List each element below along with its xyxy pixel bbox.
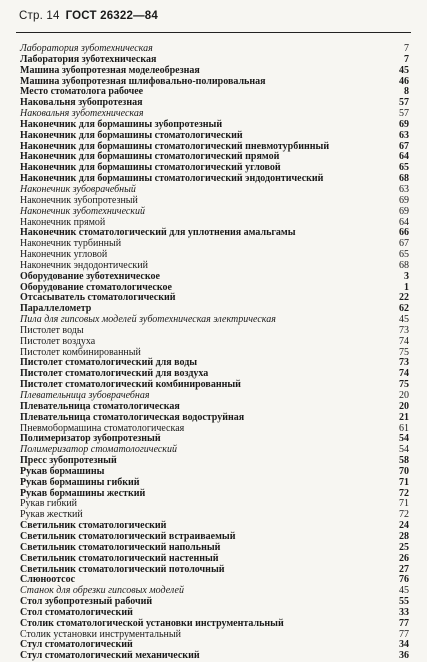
entry-page-number: 70: [399, 465, 409, 477]
index-entry: [20, 131, 409, 142]
index-entry: [20, 478, 409, 489]
entry-term: Плевательница стоматологическая: [20, 400, 180, 412]
entry-term: Светильник стоматологический: [20, 520, 167, 532]
entry-page-number: 27: [399, 563, 409, 575]
entry-term: Рукав жесткий: [20, 509, 83, 521]
entry-page-number: 20: [399, 390, 409, 401]
index-entry: [20, 272, 409, 283]
entry-term: Светильник стоматологический настенный: [20, 552, 219, 564]
entry-page-number: 77: [399, 617, 409, 629]
entry-page-number: 62: [399, 303, 409, 315]
entry-term: Машина зубопротезная шлифовально-полировальная: [20, 75, 266, 87]
entry-term: Наконечник прямой: [20, 216, 106, 228]
entry-page-number: 61: [399, 422, 409, 434]
entry-page-number: 22: [399, 292, 409, 304]
entry-page-number: 72: [399, 509, 409, 521]
entry-page-number: 7: [404, 43, 409, 54]
entry-page-number: 33: [399, 606, 409, 618]
index-entry: [20, 413, 409, 424]
entry-page-number: 74: [399, 335, 409, 347]
entry-page-number: 57: [399, 108, 409, 120]
index-entry: [20, 554, 409, 565]
entry-page-number: 58: [399, 455, 409, 467]
entry-page-number: 25: [399, 541, 409, 553]
entry-term: Наконечник зубопротезный: [20, 194, 138, 206]
index-entry: [20, 337, 409, 348]
entry-term: Пистолет стоматологический для воздуха: [20, 368, 209, 380]
entry-page-number: 45: [399, 64, 409, 76]
entry-term: Наконечник зубоврачебный: [20, 183, 136, 195]
index-entry: [20, 565, 409, 576]
entry-page-number: 63: [399, 183, 409, 195]
entry-term: Стул стоматологический: [20, 639, 133, 651]
entry-page-number: 74: [399, 368, 409, 380]
entry-page-number: 26: [399, 552, 409, 564]
entry-term: Наконечник турбинный: [20, 238, 122, 250]
index-entry: [20, 651, 409, 662]
entry-page-number: 45: [399, 314, 409, 326]
standard-designation: ГОСТ 26322—84: [65, 10, 158, 22]
entry-term: Полимеризатор зубопротезный: [20, 433, 161, 445]
page-header: [19, 10, 158, 22]
entry-term: Пистолет комбинированный: [20, 346, 141, 358]
entry-term: Наконечник для бормашины зубопротезный: [20, 118, 223, 130]
entry-term: Плевательница зубоврачебная: [20, 390, 150, 401]
entry-page-number: 73: [399, 357, 409, 369]
entry-page-number: 69: [399, 205, 409, 217]
entry-term: Пистолет воды: [20, 324, 84, 336]
entry-term: Оборудование стоматологическое: [20, 281, 172, 293]
entry-term: Стол стоматологический: [20, 606, 133, 618]
entry-term: Лаборатория зуботехническая: [20, 53, 157, 65]
entry-term: Пистолет воздуха: [20, 335, 96, 347]
header-rule: [16, 32, 411, 33]
entry-term: Пресс зубопротезный: [20, 455, 117, 467]
entry-page-number: 69: [399, 194, 409, 206]
entry-page-number: 65: [399, 249, 409, 261]
entry-term: Рукав гибкий: [20, 498, 78, 510]
entry-page-number: 71: [399, 498, 409, 510]
entry-page-number: 67: [399, 140, 409, 152]
entry-page-number: 63: [399, 129, 409, 141]
entry-term: Рукав бормашины жесткий: [20, 487, 146, 499]
entry-page-number: 21: [399, 411, 409, 423]
entry-term: Пневмобормашина стоматологическая: [20, 422, 185, 434]
entry-term: Наконечник для бормашины стоматологический угловой: [20, 162, 281, 174]
entry-term: Наконечник для бормашины стоматологический пневмотурбинный: [20, 140, 330, 152]
entry-page-number: 1: [404, 281, 409, 293]
entry-page-number: 64: [399, 216, 409, 228]
entry-page-number: 45: [399, 585, 409, 597]
entry-page-number: 46: [399, 75, 409, 87]
entry-term: Оборудование зуботехническое: [20, 270, 160, 282]
index-entry: [20, 640, 409, 651]
entry-page-number: 75: [399, 379, 409, 391]
entry-page-number: 76: [399, 574, 409, 586]
entry-page-number: 68: [399, 259, 409, 271]
entry-term: Светильник стоматологический потолочный: [20, 563, 225, 575]
entry-page-number: 20: [399, 400, 409, 412]
entry-page-number: 64: [399, 151, 409, 163]
entry-page-number: 54: [399, 444, 409, 456]
entry-term: Наковальня зубопротезная: [20, 97, 143, 109]
entry-term: Машина зубопротезная моделеобрезная: [20, 64, 200, 76]
entry-page-number: 55: [399, 596, 409, 608]
entry-page-number: 73: [399, 324, 409, 336]
entry-term: Станок для обрезки гипсовых моделей: [20, 585, 184, 597]
entry-page-number: 28: [399, 530, 409, 542]
entry-page-number: 72: [399, 487, 409, 499]
entry-term: Наконечник угловой: [20, 249, 108, 261]
index-entry: [20, 207, 409, 218]
entry-term: Стул стоматологический механический: [20, 650, 200, 662]
entry-term: Полимеризатор стоматологический: [20, 444, 177, 456]
entry-page-number: 36: [399, 650, 409, 662]
entry-term: Слюноотсос: [20, 574, 76, 586]
entry-page-number: 54: [399, 433, 409, 445]
entry-page-number: 7: [404, 53, 409, 65]
entry-term: Плевательница стоматологическая водоструйная: [20, 411, 245, 423]
entry-term: Место стоматолога рабочее: [20, 86, 144, 98]
entry-page-number: 34: [399, 639, 409, 651]
entry-page-number: 3: [404, 270, 409, 282]
index-entry: [20, 619, 409, 630]
entry-term: Параллелометр: [20, 303, 92, 315]
entry-term: Наконечник для бормашины стоматологический прямой: [20, 151, 280, 163]
entry-page-number: 68: [399, 173, 409, 185]
entry-term: Светильник стоматологический встраиваемый: [20, 530, 236, 542]
entry-term: Наконечник стоматологический для уплотнения амальгамы: [20, 227, 296, 239]
entry-term: Столик стоматологической установки инструментальный: [20, 617, 284, 629]
index-entry: [20, 66, 409, 77]
entry-page-number: 75: [399, 346, 409, 358]
entry-page-number: 24: [399, 520, 409, 532]
entry-term: Столик установки инструментальный: [20, 628, 181, 640]
page-number-label: Стр. 14: [19, 10, 60, 22]
entry-term: Лаборатория зуботехническая: [20, 43, 153, 54]
entry-page-number: 57: [399, 97, 409, 109]
entry-term: Наконечник для бормашины стоматологический: [20, 129, 243, 141]
index-entry: [20, 489, 409, 500]
entry-page-number: 67: [399, 238, 409, 250]
entry-term: Пистолет стоматологический для воды: [20, 357, 198, 369]
entry-page-number: 66: [399, 227, 409, 239]
entry-term: Светильник стоматологический напольный: [20, 541, 221, 553]
entry-term: Наконечник для бормашины стоматологический эндодонтический: [20, 173, 324, 185]
entry-page-number: 65: [399, 162, 409, 174]
entry-page-number: 77: [399, 628, 409, 640]
entry-term: Наковальня зуботехническая: [20, 108, 144, 120]
entry-term: Пистолет стоматологический комбинированный: [20, 379, 241, 391]
entry-page-number: 71: [399, 476, 409, 488]
entry-term: Пила для гипсовых моделей зуботехническая электрическая: [20, 314, 276, 326]
entry-term: Отсасыватель стоматологический: [20, 292, 176, 304]
entry-term: Наконечник зуботехнический: [20, 205, 145, 217]
entry-term: Рукав бормашины: [20, 465, 105, 477]
entry-term: Наконечник эндодонтический: [20, 259, 148, 271]
entry-page-number: 8: [404, 86, 409, 98]
entry-term: Рукав бормашины гибкий: [20, 476, 140, 488]
entry-term: Стол зубопротезный рабочий: [20, 596, 153, 608]
index-list: [20, 44, 409, 662]
entry-page-number: 69: [399, 118, 409, 130]
